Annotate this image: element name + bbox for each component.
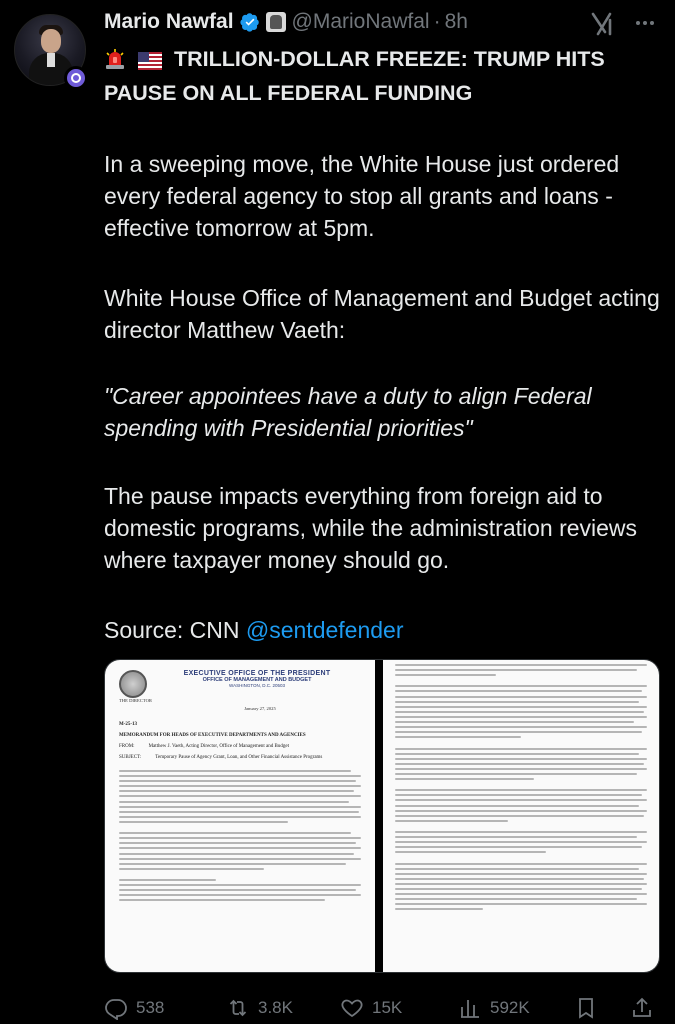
share-button[interactable] xyxy=(630,996,654,1020)
views-chart-icon xyxy=(458,996,482,1020)
subject-value: Temporary Pause of Agency Grant, Loan, and Other Financial Assistance Programs xyxy=(155,755,323,760)
memo-page-2-lines xyxy=(395,664,647,910)
post-paragraph-2: White House Office of Management and Budget acting director Matthew Vaeth: xyxy=(104,285,660,343)
separator-dot: · xyxy=(433,10,441,33)
view-count: 592K xyxy=(490,998,530,1017)
from-label: FROM: xyxy=(119,744,135,749)
siren-emoji-icon xyxy=(104,48,126,78)
memo-from-row xyxy=(119,744,361,749)
repost-count: 3.8K xyxy=(258,998,293,1017)
presidential-seal-icon xyxy=(119,670,147,698)
post-source xyxy=(104,614,664,646)
like-button[interactable] xyxy=(340,996,402,1020)
memo-number: M-25-13 xyxy=(119,722,138,727)
office-line-3: WASHINGTON, D.C. 20503 xyxy=(228,683,285,688)
memo-director: THE DIRECTOR xyxy=(119,698,152,703)
post-paragraph-4: The pause impacts everything from foreign aid to domestic programs, while the administration reviews where taxpayer money should go. xyxy=(104,483,638,573)
bookmark-button[interactable] xyxy=(574,996,598,1020)
share-icon xyxy=(630,996,654,1020)
subscriber-badge-icon xyxy=(64,66,88,90)
memo-subject-row xyxy=(119,755,361,760)
verified-badge-icon xyxy=(240,12,260,32)
reply-button[interactable] xyxy=(104,996,164,1020)
reply-count: 538 xyxy=(136,998,165,1017)
memo-page-1[interactable] xyxy=(105,660,375,972)
repost-icon xyxy=(226,996,250,1020)
affiliation-badge-icon[interactable] xyxy=(266,12,286,32)
avatar-shirt xyxy=(47,53,55,67)
reply-icon xyxy=(104,996,128,1020)
more-options-icon[interactable] xyxy=(630,8,660,38)
memo-title: MEMORANDUM FOR HEADS OF EXECUTIVE DEPARTMENTS AND AGENCIES xyxy=(119,733,306,738)
author-name[interactable]: Mario Nawfal xyxy=(104,10,234,33)
post-quote: "Career appointees have a duty to align Federal spending with Presidential priorities" xyxy=(104,383,592,441)
source-label: Source: CNN xyxy=(104,617,240,643)
memo-date: January 27, 2025 xyxy=(244,706,276,711)
heart-icon xyxy=(340,996,364,1020)
bookmark-icon xyxy=(574,996,598,1020)
source-mention-link[interactable]: @sentdefender xyxy=(245,617,404,643)
headline-text: TRILLION-DOLLAR FREEZE: TRUMP HITS PAUSE ON ALL FEDERAL FUNDING xyxy=(104,47,605,105)
subject-label: SUBJECT: xyxy=(119,755,142,760)
post-headline xyxy=(104,44,664,108)
views-button[interactable] xyxy=(458,996,530,1020)
media-attachment[interactable] xyxy=(104,659,660,973)
grok-icon[interactable] xyxy=(588,10,616,38)
repost-button[interactable] xyxy=(226,996,293,1020)
memo-page-2[interactable] xyxy=(383,660,659,972)
us-flag-emoji-icon xyxy=(138,48,162,78)
office-line-2: OFFICE OF MANAGEMENT AND BUDGET xyxy=(202,677,312,683)
author-handle[interactable]: @MarioNawfal xyxy=(291,10,430,33)
post-paragraph-1: In a sweeping move, the White House just ordered every federal agency to stop all grants and loans - effective tomorrow at 5pm. xyxy=(104,151,620,241)
post-timestamp[interactable]: 8h xyxy=(444,10,468,33)
avatar-face xyxy=(41,29,61,53)
office-line-1: EXECUTIVE OFFICE OF THE PRESIDENT xyxy=(183,670,331,677)
post-header xyxy=(104,6,468,38)
from-value: Matthew J. Vaeth, Acting Director, Office of Management and Budget xyxy=(148,744,289,749)
post-actions-bar xyxy=(104,993,664,1023)
memo-letterhead xyxy=(153,670,361,688)
memo-body-lines xyxy=(119,770,361,901)
like-count: 15K xyxy=(372,998,403,1017)
